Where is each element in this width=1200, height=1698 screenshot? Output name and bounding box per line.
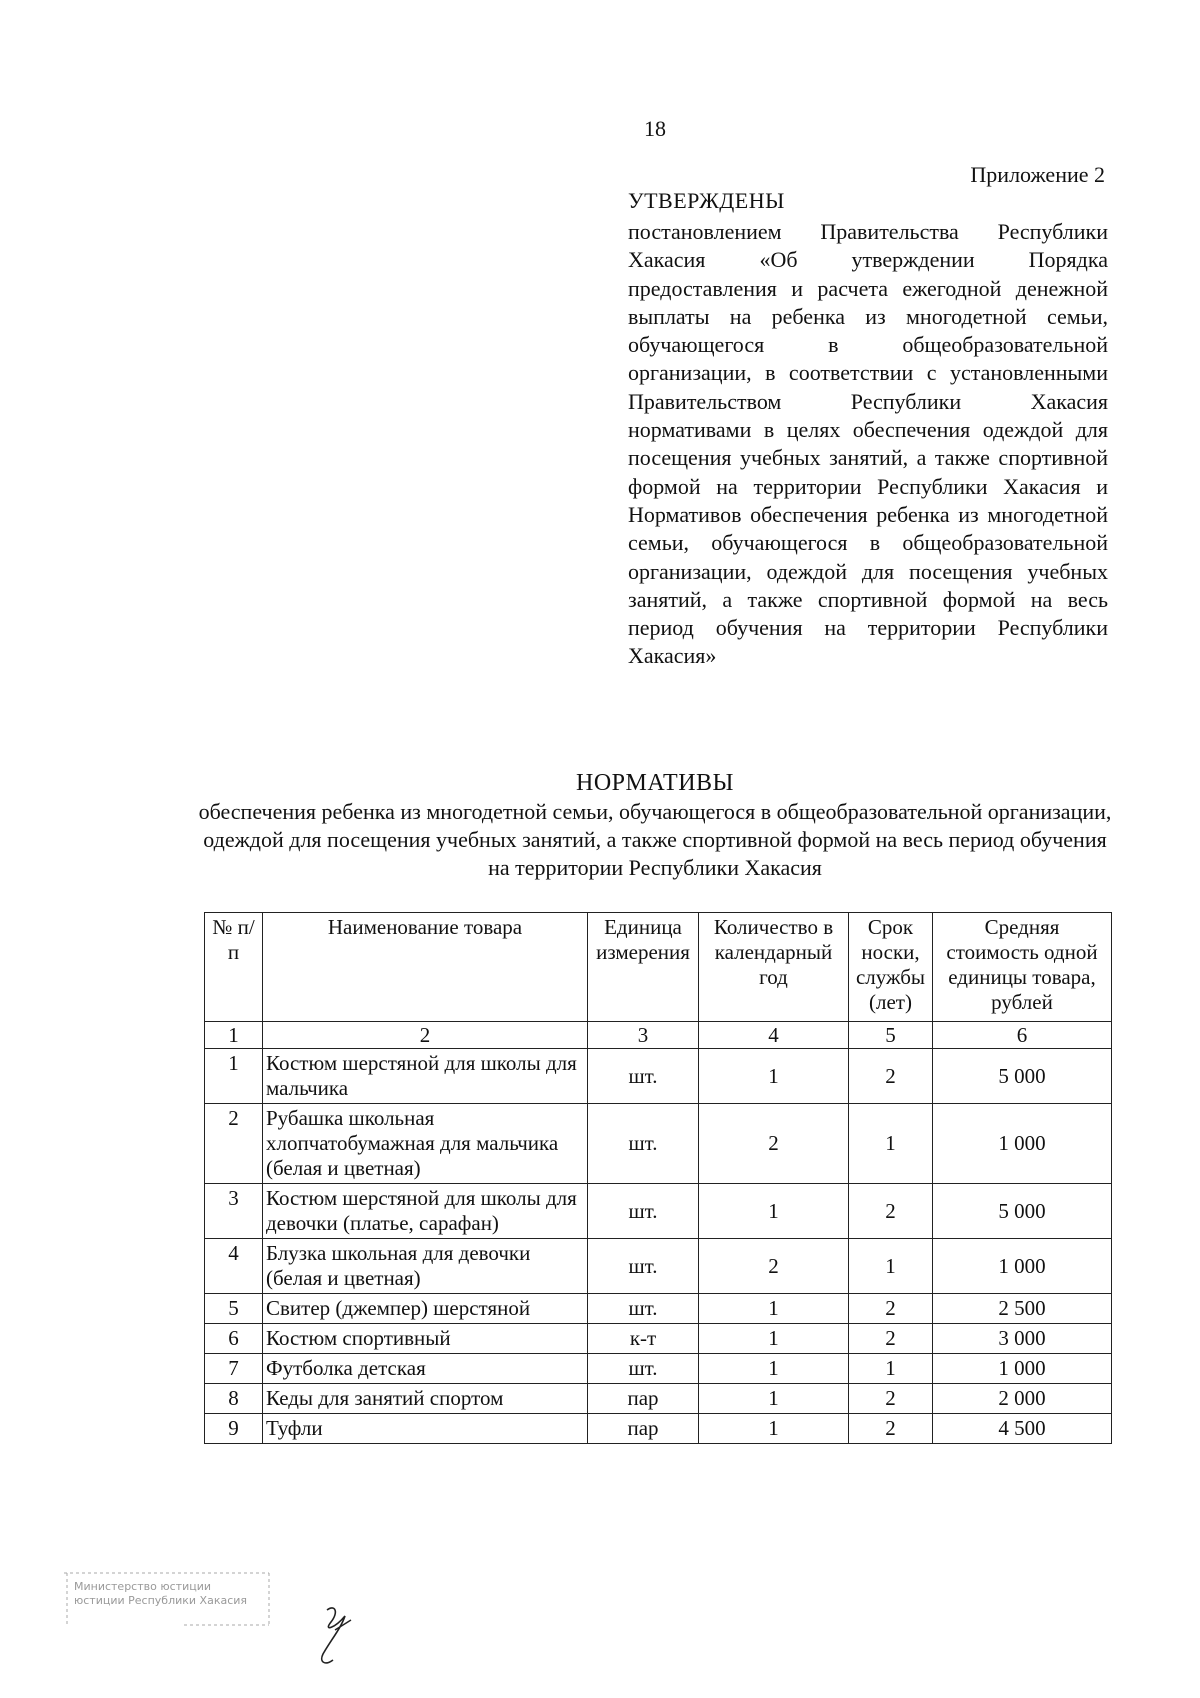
table-row: [205, 1324, 1112, 1354]
header-name: Наименование товара: [263, 913, 588, 1022]
header-cost: Средняя стоимость одной единицы товара, рублей: [933, 913, 1112, 1022]
row-cost: 1 000: [933, 1239, 1112, 1294]
table-row: [205, 1354, 1112, 1384]
approval-text: постановлением Правительства Республики Хакасия «Об утверждении Порядка предоставления и расчета ежегодной денежной выплаты на ребенка из многодетной семьи, обучающегося в общеобразовательной организации, в соответствии с установленными Правительством Республики Хакасия нормативами в целях обеспечения одеждой для посещения учебных занятий, а также спортивной формой на территории Республики Хакасия и Нормативов обеспечения ребенка из многодетной семьи, обучающегося в общеобразовательной организации, одеждой для посещения учебных занятий, а также спортивной формой на весь период обучения на территории Республики Хакасия»: [628, 219, 1108, 669]
row-qty: 1: [699, 1324, 849, 1354]
row-cost: 1 000: [933, 1354, 1112, 1384]
row-qty: 2: [699, 1104, 849, 1184]
column-number: 5: [849, 1022, 933, 1049]
row-qty: 1: [699, 1049, 849, 1104]
row-cost: 1 000: [933, 1104, 1112, 1184]
row-cost: 5 000: [933, 1049, 1112, 1104]
row-name: Блузка школьная для девочки (белая и цветная): [263, 1239, 588, 1294]
row-unit: к-т: [588, 1324, 699, 1354]
row-cost: 3 000: [933, 1324, 1112, 1354]
row-unit: пар: [588, 1384, 699, 1414]
column-number: 1: [205, 1022, 263, 1049]
row-qty: 1: [699, 1384, 849, 1414]
row-num: 9: [205, 1414, 263, 1444]
row-cost: 2 000: [933, 1384, 1112, 1414]
row-name: Кеды для занятий спортом: [263, 1384, 588, 1414]
row-unit: пар: [588, 1414, 699, 1444]
row-qty: 1: [699, 1354, 849, 1384]
column-number: 3: [588, 1022, 699, 1049]
row-cost: 5 000: [933, 1184, 1112, 1239]
signature-mark: [305, 1600, 365, 1670]
header-unit: Единица измерения: [588, 913, 699, 1022]
row-term: 2: [849, 1184, 933, 1239]
row-term: 2: [849, 1324, 933, 1354]
row-num: 8: [205, 1384, 263, 1414]
registration-stamp: [64, 1570, 274, 1628]
row-qty: 1: [699, 1414, 849, 1444]
row-term: 2: [849, 1414, 933, 1444]
document-subtitle: обеспечения ребенка из многодетной семьи, обучающегося в общеобразовательной организации, одеждой для посещения учебных занятий, а также спортивной формой на весь период обучения на территории Республики Хакасия: [198, 799, 1112, 880]
header-num: № п/п: [205, 913, 263, 1022]
row-unit: шт.: [588, 1239, 699, 1294]
row-term: 2: [849, 1049, 933, 1104]
row-unit: шт.: [588, 1184, 699, 1239]
row-unit: шт.: [588, 1049, 699, 1104]
row-term: 1: [849, 1104, 933, 1184]
appendix-label: Приложение 2: [970, 162, 1105, 187]
header-qty: Количество в календарный год: [699, 913, 849, 1022]
row-name: Футболка детская: [263, 1354, 588, 1384]
row-qty: 1: [699, 1294, 849, 1324]
row-unit: шт.: [588, 1104, 699, 1184]
row-name: Костюм шерстяной для школы для девочки (платье, сарафан): [263, 1184, 588, 1239]
row-unit: шт.: [588, 1354, 699, 1384]
row-num: 6: [205, 1324, 263, 1354]
document-title: НОРМАТИВЫ: [575, 770, 734, 796]
table-row: [205, 1049, 1112, 1104]
table-row: [205, 1414, 1112, 1444]
row-num: 5: [205, 1294, 263, 1324]
row-name: Костюм спортивный: [263, 1324, 588, 1354]
table-row: [205, 1184, 1112, 1239]
column-number: 2: [263, 1022, 588, 1049]
row-cost: 2 500: [933, 1294, 1112, 1324]
stamp-line: Министерство юстиции: [74, 1580, 212, 1593]
header-term: Срок носки, службы (лет): [849, 913, 933, 1022]
stamp-line: юстиции Республики Хакасия: [74, 1594, 248, 1607]
row-cost: 4 500: [933, 1414, 1112, 1444]
row-num: 3: [205, 1184, 263, 1239]
row-term: 2: [849, 1294, 933, 1324]
row-qty: 2: [699, 1239, 849, 1294]
column-number: 6: [933, 1022, 1112, 1049]
table-header-row: [205, 913, 1112, 1022]
row-name: Туфли: [263, 1414, 588, 1444]
row-name: Рубашка школьная хлопчатобумажная для мальчика (белая и цветная): [263, 1104, 588, 1184]
row-num: 7: [205, 1354, 263, 1384]
column-number-row: [205, 1022, 1112, 1049]
approved-heading: УТВЕРЖДЕНЫ: [628, 188, 785, 213]
row-term: 1: [849, 1239, 933, 1294]
row-unit: шт.: [588, 1294, 699, 1324]
table-row: [205, 1384, 1112, 1414]
row-term: 2: [849, 1384, 933, 1414]
row-num: 4: [205, 1239, 263, 1294]
table-row: [205, 1104, 1112, 1184]
table-row: [205, 1239, 1112, 1294]
row-qty: 1: [699, 1184, 849, 1239]
row-name: Костюм шерстяной для школы для мальчика: [263, 1049, 588, 1104]
column-number: 4: [699, 1022, 849, 1049]
row-term: 1: [849, 1354, 933, 1384]
row-num: 2: [205, 1104, 263, 1184]
norms-table: [204, 912, 1112, 1444]
row-name: Свитер (джемпер) шерстяной: [263, 1294, 588, 1324]
page-number: 18: [644, 116, 666, 141]
table-row: [205, 1294, 1112, 1324]
row-num: 1: [205, 1049, 263, 1104]
